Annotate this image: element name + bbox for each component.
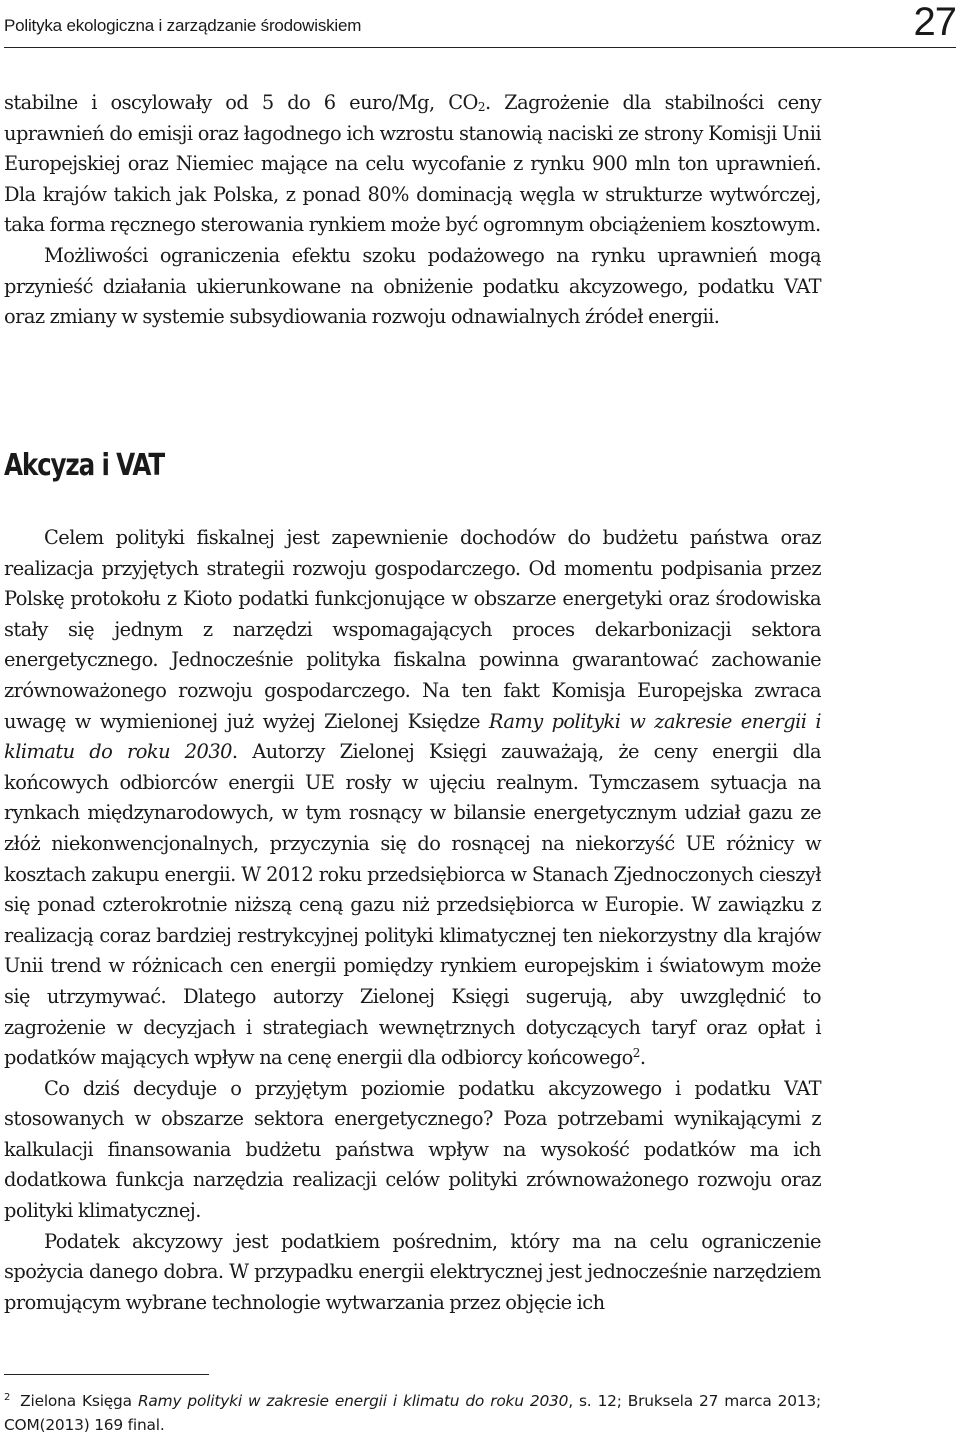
paragraph-text: . <box>639 1046 646 1070</box>
paragraph-text: stabilne i oscylowały od 5 do 6 euro/Mg, CO <box>4 91 478 114</box>
paragraph-text: . Zagrożenie dla stabilności ceny uprawnień do emisji oraz łagodnego ich wzrostu stanowią naciski ze strony Komisji Unii Europejskiej oraz Niemiec mające na celu wycofanie z rynku 900 mln ton uprawnień. Dla krajów takich jak Polska, z ponad 80% dominacją węgla w strukturze wytwórczej, taka forma ręcznego sterowania rynkiem może być ogromnym obciążeniem kosztowym. <box>4 91 821 237</box>
page-number: 27 <box>913 0 956 44</box>
paragraph: Co dziś decyduje o przyjętym poziomie podatku akcyzowego i podatku VAT stosowanych w obszarze sektora energetycznego? Poza potrzebami wynikającymi z kalkulacji finansowania budżetu państwa wpływ na wysokość podatków ma ich dodatkowa funkcja narzędzia realizacji celów polityki zrównoważonego rozwoju oraz polityki klimatycznej. <box>4 1076 821 1223</box>
paragraph: Możliwości ograniczenia efektu szoku podażowego na rynku uprawnień mogą przynieść działania ukierunkowane na obniżenie podatku akcyzowego, podatku VAT oraz zmiany w systemie subsydiowania rozwoju odnawialnych źródeł energii. <box>4 243 821 329</box>
footnote-number: 2 <box>4 1392 11 1403</box>
section-heading: Akcyza i VAT <box>4 448 165 483</box>
running-header <box>4 0 956 48</box>
italic-title: Ramy polityki w zakresie energii i klimatu do roku 2030 <box>4 709 821 764</box>
text-block-main <box>4 523 821 1318</box>
paragraph-text: Celem polityki fiskalnej jest zapewnienie dochodów do budżetu państwa oraz realizacja przyjętych strategii rozwoju gospodarczego. Od momentu podpisania przez Polskę protokołu z Kioto podatki funkcjonujące w obszarze energetyki oraz środowiska stały się jednym z narzędzi wspomagających proces dekarbonizacji sektora energetycznego. Jednocześnie polityka fiskalna powinna gwarantować zachowanie zrównoważonego rozwoju gospodarczego. Na ten fakt Komisja Europejska zwraca uwagę w wymienionej już wyżej Zielonej Księdze <box>4 526 821 733</box>
header-title: Polityka ekologiczna i zarządzanie środowiskiem <box>4 16 362 35</box>
footnote-text: , s. 12; Bruksela 27 marca 2013; COM(2013) 169 final. <box>4 1392 821 1434</box>
subscript-2: 2 <box>477 100 485 114</box>
paragraph: Podatek akcyzowy jest podatkiem pośrednim, który ma na celu ograniczenie spożycia danego dobra. W przypadku energii elektrycznej jest jednocześnie narzędziem promującym wybrane technologie wytwarzania przez objęcie ich <box>4 1229 821 1314</box>
footnote-text: Zielona Księga <box>20 1392 138 1410</box>
paragraph <box>4 523 821 1074</box>
footnote-divider <box>4 1374 209 1375</box>
text-block-top <box>4 88 821 333</box>
footnote-italic-title: Ramy polityki w zakresie energii i klimatu do roku 2030 <box>137 1392 569 1410</box>
footnote <box>4 1389 821 1437</box>
footnote-reference[interactable]: 2 <box>632 1046 640 1061</box>
paragraph-text: . Autorzy Zielonej Księgi zauważają, że ceny energii dla końcowych odbiorców energii UE rosły w ujęciu realnym. Tymczasem sytuacja na rynkach międzynarodowych, w tym rosnący w bilansie energetycznym udział gazu ze złóż niekonwencjonalnych, przyczynia się do rosnącej na niekorzyść UE różnicy w kosztach zakupu energii. W 2012 roku przedsiębiorca w Stanach Zjednoczonych cieszył się ponad czterokrotnie niższą ceną gazu niż przedsiębiorca w Europie. W zawiązku z realizacją coraz bardziej restrykcyjnej polityki klimatycznej ten niekorzystny dla krajów Unii trend w różnicach cen energii pomiędzy rynkiem europejskim i światowym może się utrzymywać. Dlatego autorzy Zielonej Księgi sugerują, aby uwzględnić to zagrożenie w decyzjach i strategiach wewnętrznych dotyczących taryf oraz opłat i podatków mających wpływ na cenę energii dla odbiorcy końcowego <box>4 740 821 1070</box>
paragraph-continuation <box>4 88 821 241</box>
